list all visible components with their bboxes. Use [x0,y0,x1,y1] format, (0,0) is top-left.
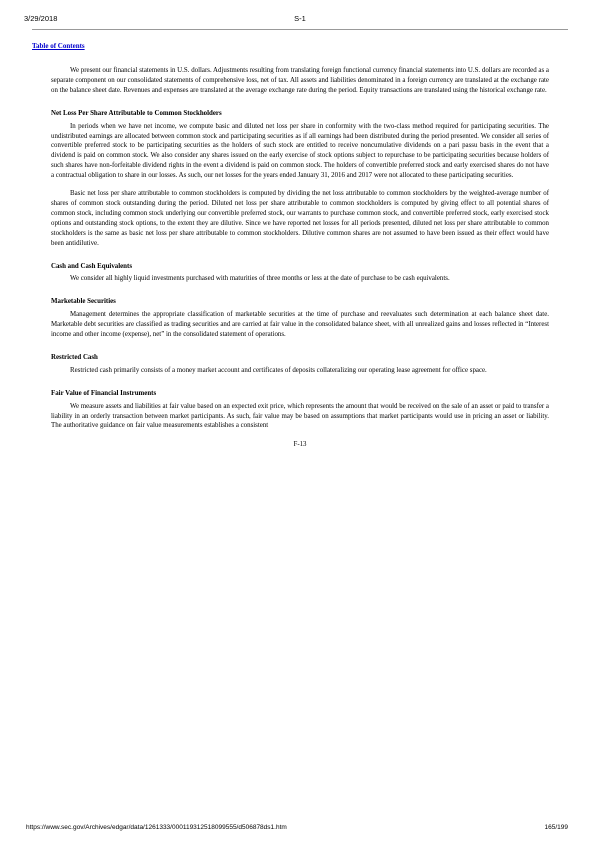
print-footer [24,824,576,836]
section-heading-fair-value: Fair Value of Financial Instruments [51,389,157,397]
source-url: https://www.sec.gov/Archives/edgar/data/1261333/000119312518099555/d506878ds1.htm [26,824,287,831]
cash-equivalents-paragraph: We consider all highly liquid investments purchased with maturities of three months or less at the date of purchase to be cash equivalents. [70,275,450,283]
print-header [24,14,576,26]
document-body [51,66,549,450]
section-heading-cash-equivalents: Cash and Cash Equivalents [51,262,132,270]
net-loss-paragraph-2: Basic net loss per share attributable to common stockholders is computed by dividing the net loss attributable to common stockholders by the weighted-average number of shares of common stock outstanding during the period. Diluted net loss per share attributable to common stockholders is computed by giving effect to all potential shares of common stock, including common stock underlying our convertible preferred stock, our warrants to purchase common stock, and convertible preferred stock, early exercised stock options and outstanding stock options, to the extent they are dilutive. Since we have reported net losses for all periods presented, diluted net loss per share attributable to common stockholders is the same as basic net loss per share attributable to common stockholders. Dilutive common shares are not assumed to have been issued as their effect would have been antidilutive. [51,190,549,247]
header-divider [32,29,568,30]
print-date: 3/29/2018 [24,14,58,23]
section-heading-net-loss-per-share: Net Loss Per Share Attributable to Common Stockholders [51,109,222,117]
restricted-cash-paragraph: Restricted cash primarily consists of a money market account and certificates of deposits collateralizing our operating lease agreement for office space. [70,366,487,374]
marketable-securities-paragraph: Management determines the appropriate classification of marketable securities at the time of purchase and reevaluates such determination at each balance sheet date. Marketable debt securities are classified as trading securities and are carried at fair value in the consolidated balance sheet, with all unrealized gains and losses reflected in “Interest income and other income (expense), net” in the consolidated statement of operations. [51,311,549,339]
section-heading-marketable-securities: Marketable Securities [51,298,116,306]
net-loss-paragraph-1: In periods when we have net income, we compute basic and diluted net loss per share in conformity with the two-class method required for participating securities. The undistributed earnings are allocated between common stock and participating securities as if all earnings had been distributed during the period presented. We consider all series of convertible preferred stock to be participating securities as the holders of such stock are entitled to receive noncumulative dividends on a pari passu basis in the event that a dividend is paid on common stock. We also consider any shares issued on the early exercise of stock options subject to repurchase to be participating securities because holders of such shares have non-forfeitable dividend rights in the event a dividend is paid on common stock. The holders of convertible preferred stock and early exercised shares do not have a contractual obligation to share in our losses. As such, our net losses for the years ended January 31, 2016 and 2017 were not allocated to these participating securities. [51,122,549,180]
page-number: F-13 [293,441,307,449]
table-of-contents-link[interactable]: Table of Contents [32,42,85,50]
document-title: S-1 [294,14,306,23]
fair-value-paragraph: We measure assets and liabilities at fair value based on an expected exit price, which represents the amount that would be received on the sale of an asset or paid to transfer a liability in an orderly transaction between market participants. As such, fair value may be based on assumptions that market participants would use in pricing an asset or liability. The authoritative guidance on fair value measurements establishes a consistent [51,402,549,430]
page-count: 165/199 [544,824,568,831]
intro-paragraph: We present our financial statements in U.S. dollars. Adjustments resulting from translating foreign functional currency financial statements into U.S. dollars are recorded as a separate component on our consolidated statements of comprehensive loss, net of tax. All assets and liabilities denominated in a foreign currency are translated at the exchange rate on the balance sheet date. Revenues and expenses are translated at the average exchange rate during the period. Equity transactions are translated using the historical exchange rate. [51,67,549,94]
section-heading-restricted-cash: Restricted Cash [51,353,98,361]
